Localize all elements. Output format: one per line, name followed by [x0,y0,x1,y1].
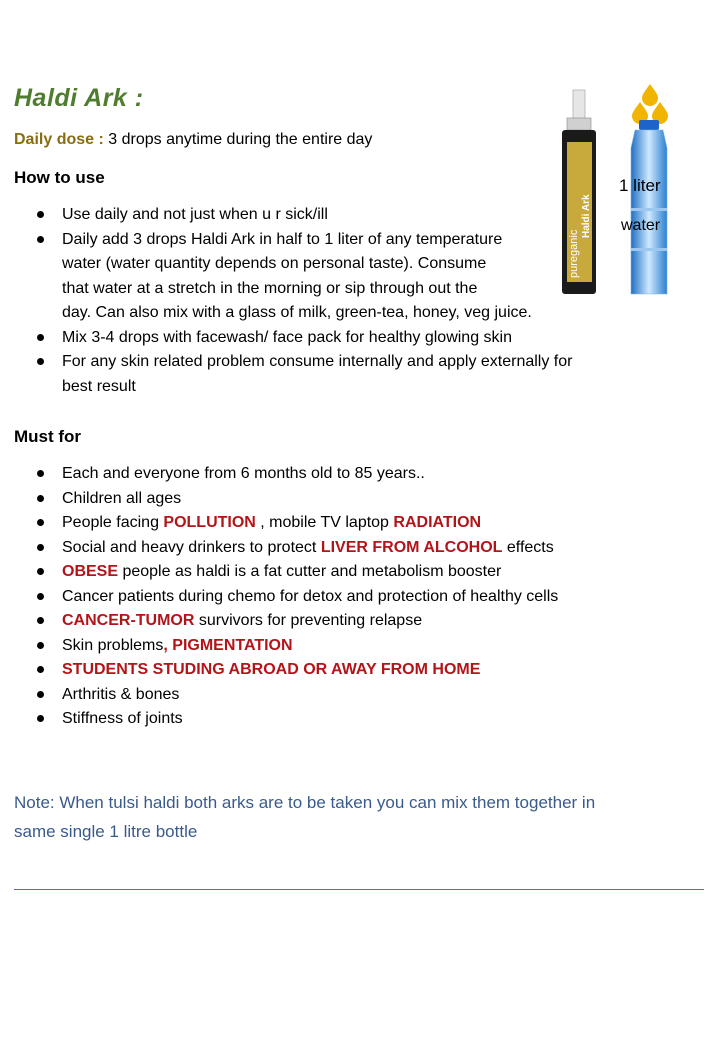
daily-dose-label: Daily dose : [14,131,104,148]
bullet-icon [37,236,44,243]
how-to-use-heading: How to use [14,168,105,187]
water-bottle-icon [619,120,667,294]
item-text: best result [62,377,136,395]
highlight-text: LIVER FROM ALCOHOL [320,538,503,556]
item-text: Daily add 3 drops Haldi Ark in half to 1 liter of any temperature [62,230,503,248]
bullet-icon [37,495,44,502]
item-text: effects [502,538,554,556]
list-item [0,203,572,228]
must-for-list [0,462,558,732]
list-item [0,585,558,610]
highlight-text: CANCER-TUMOR [62,612,195,629]
item-text: For any skin related problem consume internally and apply externally for [62,353,573,370]
list-item [0,301,572,326]
list-item [0,487,558,512]
list-item [0,462,558,487]
list-item [0,511,558,536]
item-text: Each and everyone from 6 months old to 85 years.. [62,465,425,482]
item-text: Cancer patients during chemo for detox and protection of healthy cells [62,587,559,605]
highlight-text: , PIGMENTATION [163,636,293,654]
list-item [0,277,572,302]
must-for-heading: Must for [14,427,82,446]
list-item [0,228,572,253]
item-text: Skin problems [62,636,164,654]
drops-icon [632,84,668,124]
bottle-icon [562,90,596,294]
item-text: people as haldi is a fat cutter and metabolism booster [118,563,502,580]
daily-dose-text: 3 drops anytime during the entire day [103,131,373,148]
highlight-text: STUDENTS STUDING ABROAD OR AWAY FROM HOME [62,661,481,678]
list-item [0,634,558,659]
list-item [0,252,572,277]
water-label-2: water [621,217,661,234]
item-text: People facing [62,514,164,531]
bottle-brand: pureganic [568,229,580,278]
list-item [0,560,558,585]
list-item [0,536,558,561]
bullet-icon [37,691,44,698]
item-text: Use daily and not just when u r sick/ill [62,206,328,223]
highlight-text: RADIATION [393,514,482,531]
bullet-icon [37,568,44,575]
bullet-icon [37,358,44,365]
bullet-icon [37,666,44,673]
bullet-icon [37,470,44,477]
bullet-icon [37,334,44,341]
bullet-icon [37,617,44,624]
list-item [0,683,558,708]
highlight-text: OBESE [62,563,119,580]
list-item [0,658,558,683]
item-text: Arthritis & bones [62,685,180,703]
bullet-icon [37,593,44,600]
bullet-icon [37,519,44,526]
water-label-1: 1 liter [619,176,661,195]
page-title: Haldi Ark : [14,84,144,112]
item-text: Children all ages [62,489,182,507]
list-item [0,350,572,375]
bullet-icon [37,642,44,649]
list-item [0,326,572,351]
bottle-label: Haldi Ark [581,194,592,238]
item-text: day. Can also mix with a glass of milk, green-tea, honey, veg juice. [62,304,532,321]
bullet-icon [37,544,44,551]
list-item [0,609,558,634]
item-text: , mobile TV laptop [255,514,394,531]
bullet-icon [37,715,44,722]
bullet-icon [37,211,44,218]
highlight-text: POLLUTION [163,514,256,531]
item-text: that water at a stretch in the morning or sip through out the [62,279,478,297]
item-text: water (water quantity depends on personal taste). Consume [62,255,487,272]
list-item [0,375,572,400]
note-text: Note: When tulsi haldi both arks are to be taken you can mix them together in same single 1 litre bottle [14,793,596,841]
list-item [0,707,558,732]
item-text: survivors for preventing relapse [194,612,423,629]
horizontal-rule [14,889,704,890]
item-text: Mix 3-4 drops with facewash/ face pack for healthy glowing skin [62,328,512,346]
product-image [555,78,705,300]
item-text: Social and heavy drinkers to protect [62,538,321,556]
item-text: Stiffness of joints [62,710,183,727]
daily-dose-line [14,131,372,149]
how-to-use-list [0,203,572,399]
